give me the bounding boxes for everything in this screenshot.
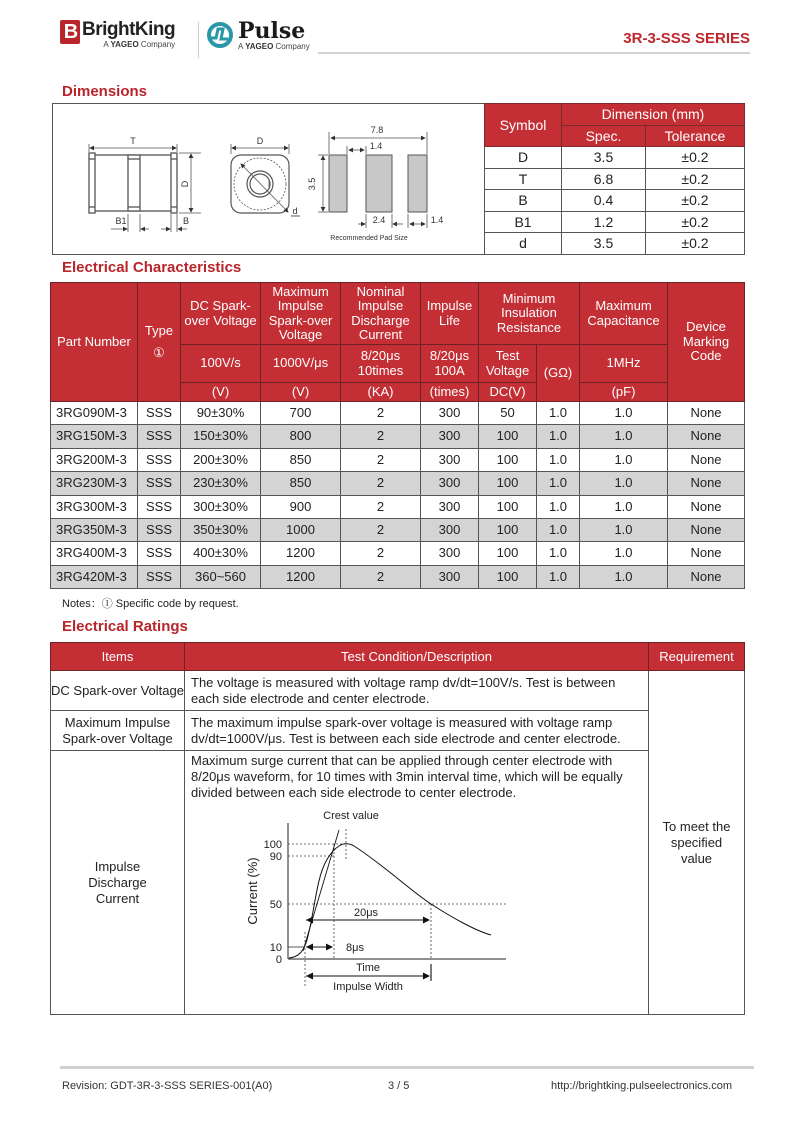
cell-nom: 2 xyxy=(341,472,421,495)
label-pad-gap: 1.4 xyxy=(369,141,383,151)
header-dc-unit: (V) xyxy=(181,383,261,402)
header-type: Type ① xyxy=(138,283,181,402)
header-dimension: Dimension (mm) xyxy=(562,104,745,126)
header-test-voltage: Test Voltage xyxy=(479,345,537,383)
cell-dc: 350±30% xyxy=(181,518,261,541)
brightking-logo xyxy=(60,20,175,50)
table-row: B 0.4 ±0.2 xyxy=(485,190,745,212)
table-row xyxy=(51,472,745,495)
cell-tv: 100 xyxy=(479,542,537,565)
cell-nom: 2 xyxy=(341,518,421,541)
header-marking-code: Device Marking Code xyxy=(668,283,745,402)
table-row: D 3.5 ±0.2 xyxy=(485,147,745,169)
ytick-50: 50 xyxy=(269,899,282,911)
table-row: T 6.8 ±0.2 xyxy=(485,168,745,190)
cell-ins: 1.0 xyxy=(537,402,580,425)
cell-part: 3RG090M-3 xyxy=(51,402,138,425)
header-nom-cond: 8/20μs 10times xyxy=(341,345,421,383)
cell-cap: 1.0 xyxy=(580,425,668,448)
cell-type: SSS xyxy=(138,472,181,495)
width-label: 20μs xyxy=(353,907,379,919)
crest-label: Crest value xyxy=(323,810,379,822)
item-dc-spark: DC Spark-over Voltage xyxy=(51,671,185,711)
cell-tv: 50 xyxy=(479,402,537,425)
cell-cap: 1.0 xyxy=(580,518,668,541)
cell-ins: 1.0 xyxy=(537,495,580,518)
cell-cap: 1.0 xyxy=(580,542,668,565)
footer-page-number: 3 / 5 xyxy=(388,1080,410,1092)
header-tolerance: Tolerance xyxy=(646,125,745,147)
label-pad-side: 1.4 xyxy=(430,215,444,225)
cell-nom: 2 xyxy=(341,402,421,425)
cell-life: 300 xyxy=(421,402,479,425)
footer-rule xyxy=(60,1066,754,1069)
page-header xyxy=(60,20,750,60)
cell-cap: 1.0 xyxy=(580,495,668,518)
cell-life: 300 xyxy=(421,495,479,518)
cell-cap: 1.0 xyxy=(580,402,668,425)
header-requirement: Requirement xyxy=(649,643,745,671)
cell-life: 300 xyxy=(421,542,479,565)
electrical-characteristics-title: Electrical Characteristics xyxy=(62,259,242,276)
header-life-unit: (times) xyxy=(421,383,479,402)
item-max-impulse: Maximum Impulse Spark-over Voltage xyxy=(51,711,185,751)
cell-imp: 1200 xyxy=(261,565,341,588)
table-row: d 3.5 ±0.2 xyxy=(485,233,745,255)
cell-imp: 700 xyxy=(261,402,341,425)
cell-ins: 1.0 xyxy=(537,472,580,495)
header-cap-cond: 1MHz xyxy=(580,345,668,383)
header-max-impulse: Maximum Impulse Spark-over Voltage xyxy=(261,283,341,345)
end-view-drawing xyxy=(231,144,289,213)
cell-life: 300 xyxy=(421,472,479,495)
cell-type: SSS xyxy=(138,542,181,565)
table-row xyxy=(51,565,745,588)
cell-dc: 150±30% xyxy=(181,425,261,448)
label-D-side: D xyxy=(180,180,190,188)
dimension-drawing xyxy=(52,103,484,255)
header-cap-unit: (pF) xyxy=(580,383,668,402)
notes: Notes：① Specific code by request. xyxy=(62,598,239,610)
cell-tv: 100 xyxy=(479,495,537,518)
header-ins-unit: DC(V) xyxy=(479,383,537,402)
table-row xyxy=(51,402,745,425)
electrical-characteristics-table xyxy=(50,282,745,589)
cell-dc: 300±30% xyxy=(181,495,261,518)
cell-imp: 850 xyxy=(261,472,341,495)
cell-mark: None xyxy=(668,448,745,471)
label-B: B xyxy=(182,216,190,226)
table-row xyxy=(51,671,745,711)
header-dc-cond: 100V/s xyxy=(181,345,261,383)
impulse-width-label: Impulse Width xyxy=(333,981,403,993)
cell-mark: None xyxy=(668,472,745,495)
cell-mark: None xyxy=(668,542,745,565)
table-row xyxy=(51,448,745,471)
cell-nom: 2 xyxy=(341,495,421,518)
cell-mark: None xyxy=(668,518,745,541)
cell-mark: None xyxy=(668,495,745,518)
label-d: d xyxy=(292,206,298,216)
cell-tv: 100 xyxy=(479,448,537,471)
header-insulation: Minimum Insulation Resistance xyxy=(479,283,580,345)
label-pad-height: 3.5 xyxy=(307,177,317,191)
footer-revision: Revision: GDT-3R-3-SSS SERIES-001(A0) xyxy=(62,1080,273,1092)
header-capacitance: Maximum Capacitance xyxy=(580,283,668,345)
header-nom-unit: (KA) xyxy=(341,383,421,402)
table-row xyxy=(51,425,745,448)
desc-max-impulse: The maximum impulse spark-over voltage is measured with voltage ramp dv/dt=1000V/μs. Test is between each side electrode and center electrode. xyxy=(185,711,649,751)
x-axis-label: Time xyxy=(355,962,381,974)
cell-mark: None xyxy=(668,565,745,588)
waveform-curve xyxy=(289,844,491,958)
impulse-waveform-diagram xyxy=(191,801,641,996)
header-life-cond: 8/20μs 100A xyxy=(421,345,479,383)
cell-dc: 400±30% xyxy=(181,542,261,565)
cell-life: 300 xyxy=(421,448,479,471)
pulse-name: Pulse xyxy=(238,18,306,44)
cell-ins: 1.0 xyxy=(537,565,580,588)
cell-life: 300 xyxy=(421,565,479,588)
cell-mark: None xyxy=(668,402,745,425)
ytick-100: 100 xyxy=(263,839,282,851)
cell-type: SSS xyxy=(138,495,181,518)
cell-life: 300 xyxy=(421,425,479,448)
table-row: B1 1.2 ±0.2 xyxy=(485,211,745,233)
ytick-0: 0 xyxy=(275,954,282,966)
brightking-mark-icon: B xyxy=(60,20,80,44)
cell-nom: 2 xyxy=(341,542,421,565)
label-pad-total: 7.8 xyxy=(370,125,384,135)
pulse-logo xyxy=(206,20,310,52)
ytick-90: 90 xyxy=(269,851,282,863)
cell-mark: None xyxy=(668,425,745,448)
cell-part: 3RG150M-3 xyxy=(51,425,138,448)
cell-tv: 100 xyxy=(479,565,537,588)
header-gohm: (GΩ) xyxy=(537,345,580,402)
cell-cap: 1.0 xyxy=(580,472,668,495)
table-row xyxy=(51,711,745,751)
cell-dc: 90±30% xyxy=(181,402,261,425)
item-impulse-discharge: Impulse Discharge Current xyxy=(51,751,185,1015)
desc-dc-spark: The voltage is measured with voltage ramp dv/dt=100V/s. Test is between each side electrode and center electrode. xyxy=(185,671,649,711)
cell-cap: 1.0 xyxy=(580,448,668,471)
cell-ins: 1.0 xyxy=(537,542,580,565)
cell-type: SSS xyxy=(138,565,181,588)
cell-tv: 100 xyxy=(479,472,537,495)
table-row xyxy=(51,751,745,1015)
cell-cap: 1.0 xyxy=(580,565,668,588)
cell-part: 3RG420M-3 xyxy=(51,565,138,588)
y-axis-label: Current (%) xyxy=(245,857,260,925)
header-impulse-life: Impulse Life xyxy=(421,283,479,345)
cell-dc: 360~560 xyxy=(181,565,261,588)
header-spec: Spec. xyxy=(562,125,646,147)
pad-caption: Recommended Pad Size xyxy=(330,235,408,242)
cell-dc: 230±30% xyxy=(181,472,261,495)
cell-tv: 100 xyxy=(479,425,537,448)
header-items: Items xyxy=(51,643,185,671)
requirement-value: To meet the specified value xyxy=(649,671,745,1015)
desc-impulse-discharge: Maximum surge current that can be applied through center electrode with 8/20μs waveform, for 10 times with 3min interval time, which will be equally divided between each side electrode to center electrode. Crest value 100 90 50 10 0 Current (%) 20μs 8μs Time Impulse Width xyxy=(185,751,649,1015)
electrical-ratings-title: Electrical Ratings xyxy=(62,618,188,635)
logo-divider xyxy=(198,22,199,58)
cell-tv: 100 xyxy=(479,518,537,541)
cell-type: SSS xyxy=(138,425,181,448)
cell-nom: 2 xyxy=(341,448,421,471)
brightking-subtitle: A YAGEO Company xyxy=(103,40,176,49)
cell-nom: 2 xyxy=(341,565,421,588)
table-row xyxy=(51,495,745,518)
cell-imp: 800 xyxy=(261,425,341,448)
header-nominal-current: Nominal Impulse Discharge Current xyxy=(341,283,421,345)
label-B1: B1 xyxy=(115,216,127,226)
ytick-10: 10 xyxy=(269,942,282,954)
cell-part: 3RG300M-3 xyxy=(51,495,138,518)
cell-part: 3RG350M-3 xyxy=(51,518,138,541)
header-imp-unit: (V) xyxy=(261,383,341,402)
cell-ins: 1.0 xyxy=(537,448,580,471)
table-row xyxy=(51,542,745,565)
cell-part: 3RG230M-3 xyxy=(51,472,138,495)
table-row xyxy=(51,518,745,541)
cell-imp: 850 xyxy=(261,448,341,471)
cell-ins: 1.0 xyxy=(537,425,580,448)
cell-life: 300 xyxy=(421,518,479,541)
dimension-table xyxy=(484,103,745,255)
cell-nom: 2 xyxy=(341,425,421,448)
pulse-mark-icon xyxy=(206,20,236,48)
header-test-condition: Test Condition/Description xyxy=(185,643,649,671)
cell-type: SSS xyxy=(138,402,181,425)
label-T: T xyxy=(130,136,136,146)
pulse-subtitle: A YAGEO Company xyxy=(238,42,310,51)
label-D-end: D xyxy=(256,136,264,146)
label-pad-center: 2.4 xyxy=(372,215,386,225)
cell-part: 3RG200M-3 xyxy=(51,448,138,471)
header-dc-spark: DC Spark-over Voltage xyxy=(181,283,261,345)
header-part-number: Part Number xyxy=(51,283,138,402)
cell-imp: 900 xyxy=(261,495,341,518)
cell-type: SSS xyxy=(138,448,181,471)
dimensions-title: Dimensions xyxy=(62,83,148,100)
header-rule xyxy=(318,52,750,54)
electrical-ratings-table xyxy=(50,642,745,1015)
header-symbol: Symbol xyxy=(485,104,562,147)
brightking-name: BrightKing xyxy=(82,19,176,40)
header-imp-cond: 1000V/μs xyxy=(261,345,341,383)
cell-imp: 1000 xyxy=(261,518,341,541)
cell-dc: 200±30% xyxy=(181,448,261,471)
cell-type: SSS xyxy=(138,518,181,541)
cell-part: 3RG400M-3 xyxy=(51,542,138,565)
footer-url[interactable]: http://brightking.pulseelectronics.com xyxy=(551,1080,732,1092)
rise-label: 8μs xyxy=(346,942,364,954)
cell-imp: 1200 xyxy=(261,542,341,565)
cell-ins: 1.0 xyxy=(537,518,580,541)
series-title: 3R-3-SSS SERIES xyxy=(623,30,750,47)
